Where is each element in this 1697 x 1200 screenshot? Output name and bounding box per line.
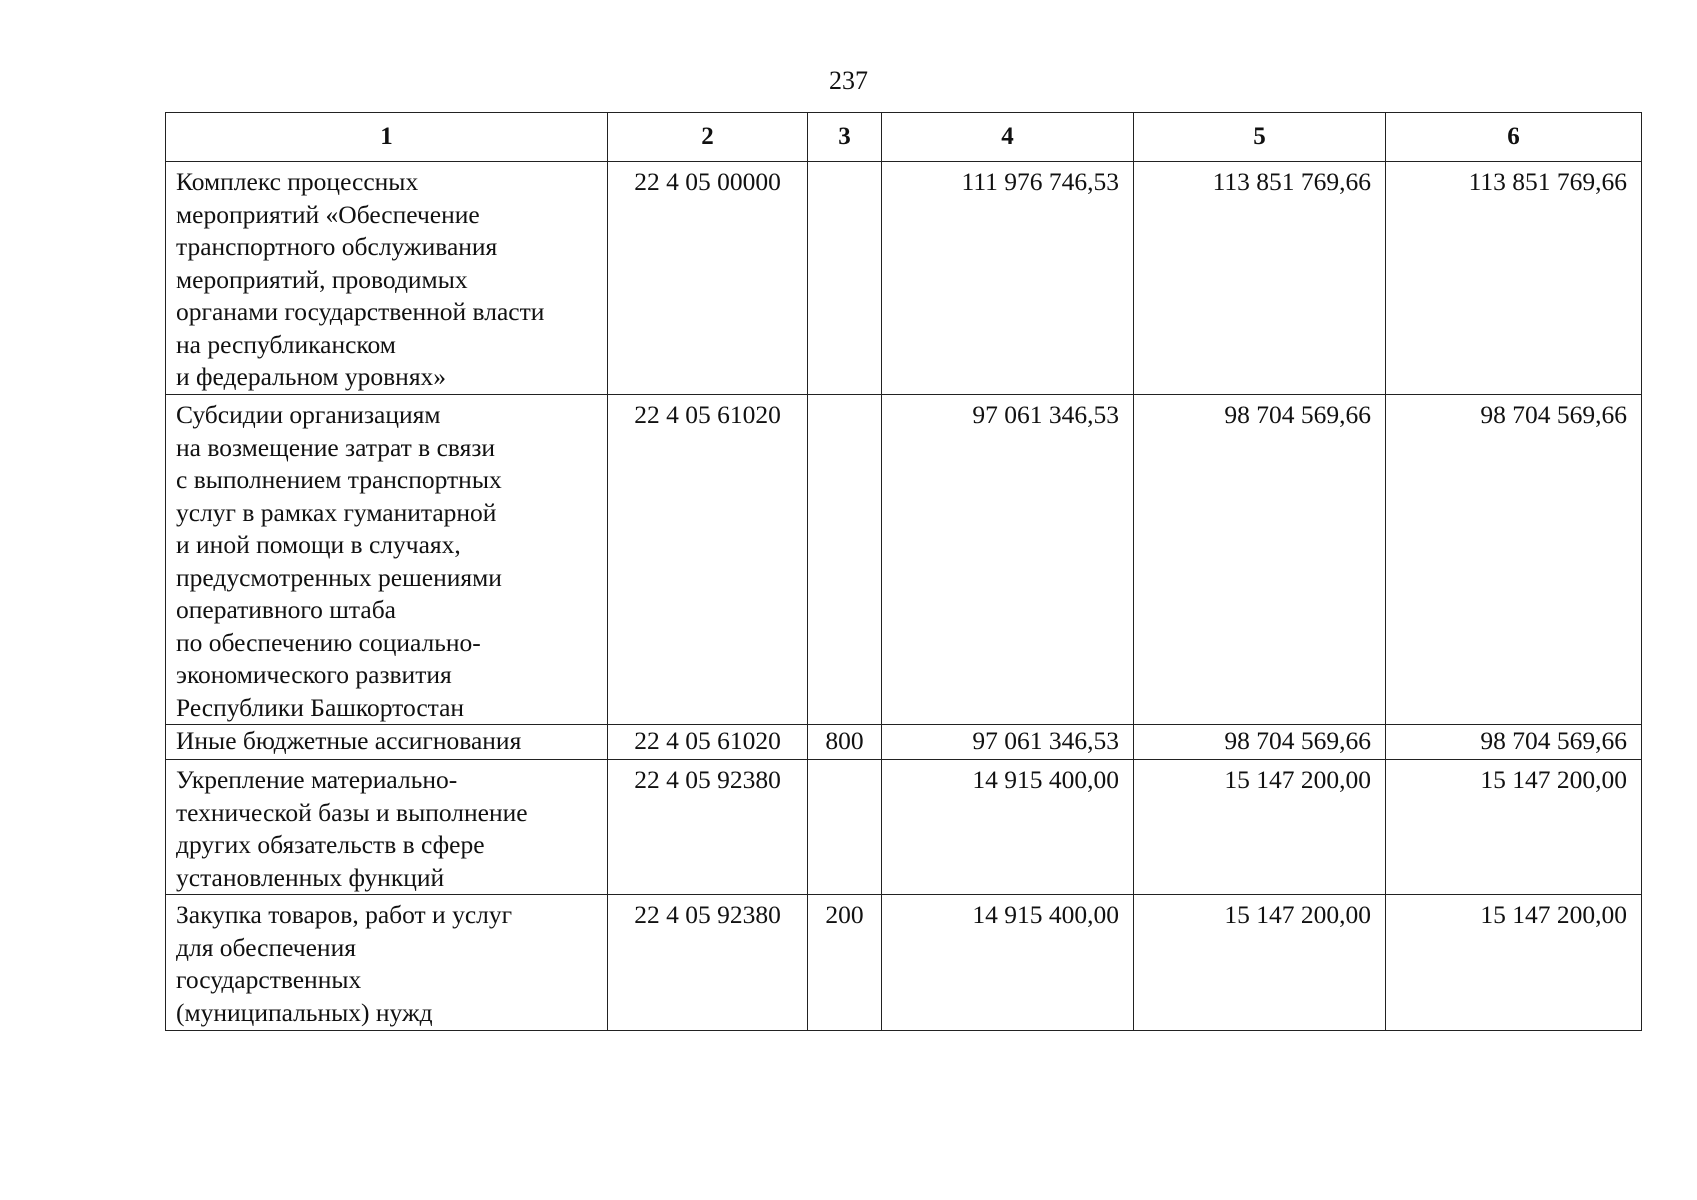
budget-table (165, 112, 1642, 1031)
row-code-cell: 22 4 05 61020 (608, 395, 808, 725)
row-amount-1-cell: 97 061 346,53 (882, 725, 1134, 760)
row-amount-2-cell: 98 704 569,66 (1134, 725, 1386, 760)
row-code-cell: 22 4 05 00000 (608, 162, 808, 395)
row-name-cell: Укрепление материально- технической базы и выполнение других обязательств в сфере установленных функций (166, 760, 608, 895)
row-type-cell (808, 162, 882, 395)
row-amount-3-cell: 98 704 569,66 (1386, 725, 1642, 760)
row-name-cell: Комплекс процессных мероприятий «Обеспечение транспортного обслуживания мероприятий, проводимых органами государственной власти на республиканском и федеральном уровнях» (166, 162, 608, 395)
row-name-cell: Иные бюджетные ассигнования (166, 725, 608, 760)
row-amount-1-cell: 14 915 400,00 (882, 895, 1134, 1031)
row-type-cell (808, 395, 882, 725)
column-header-6: 6 (1386, 113, 1642, 162)
row-name-cell: Закупка товаров, работ и услуг для обеспечения государственных (муниципальных) нужд (166, 895, 608, 1031)
row-amount-3-cell: 98 704 569,66 (1386, 395, 1642, 725)
row-code-cell: 22 4 05 92380 (608, 895, 808, 1031)
table-row (166, 725, 1642, 760)
row-amount-3-cell: 113 851 769,66 (1386, 162, 1642, 395)
row-amount-3-cell: 15 147 200,00 (1386, 895, 1642, 1031)
column-header-2: 2 (608, 113, 808, 162)
page-number: 237 (829, 66, 868, 95)
table-row (166, 895, 1642, 1031)
row-type-cell (808, 760, 882, 895)
row-amount-1-cell: 97 061 346,53 (882, 395, 1134, 725)
column-header-1: 1 (166, 113, 608, 162)
row-code-cell: 22 4 05 92380 (608, 760, 808, 895)
row-amount-2-cell: 113 851 769,66 (1134, 162, 1386, 395)
column-header-5: 5 (1134, 113, 1386, 162)
row-amount-1-cell: 111 976 746,53 (882, 162, 1134, 395)
table-row (166, 162, 1642, 395)
row-amount-2-cell: 98 704 569,66 (1134, 395, 1386, 725)
row-name-cell: Субсидии организациям на возмещение затрат в связи с выполнением транспортных услуг в рамках гуманитарной и иной помощи в случаях, предусмотренных решениями оперативного штаба по обеспечению социально- экономического развития Республики Башкортостан (166, 395, 608, 725)
column-header-4: 4 (882, 113, 1134, 162)
row-amount-2-cell: 15 147 200,00 (1134, 760, 1386, 895)
column-header-3: 3 (808, 113, 882, 162)
row-code-cell: 22 4 05 61020 (608, 725, 808, 760)
row-amount-2-cell: 15 147 200,00 (1134, 895, 1386, 1031)
row-type-cell: 800 (808, 725, 882, 760)
row-amount-1-cell: 14 915 400,00 (882, 760, 1134, 895)
row-amount-3-cell: 15 147 200,00 (1386, 760, 1642, 895)
table-row (166, 395, 1642, 725)
table-header-row (166, 113, 1642, 162)
table-row (166, 760, 1642, 895)
row-type-cell: 200 (808, 895, 882, 1031)
